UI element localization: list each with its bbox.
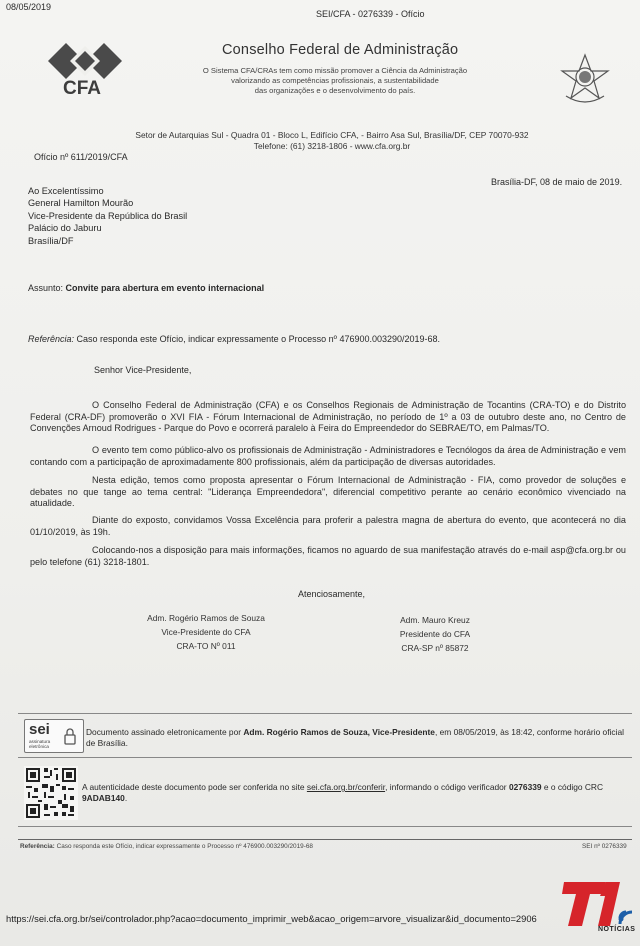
paragraph-text: Diante do exposto, convidamos Vossa Excelência para proferir a palestra magna de abertura do evento, que acontecerá no dia 01/10/2019, às 19h.	[30, 515, 626, 537]
subject-text: Convite para abertura em evento internacional	[65, 283, 265, 293]
signer-registration: CRA-SP nº 85872	[401, 643, 469, 653]
phone-line: Telefone: (61) 3218-1806 - www.cfa.org.br	[253, 141, 411, 151]
auth-prefix: A autenticidade deste documento pode ser conferida no site	[82, 782, 307, 792]
signer-block	[118, 611, 294, 653]
crc-code: 9ADAB140	[82, 793, 125, 803]
place-date: Brasília-DF, 08 de maio de 2019.	[491, 177, 623, 187]
authenticity-statement	[82, 782, 630, 804]
body-paragraph	[30, 445, 626, 468]
address-line: Setor de Autarquias Sul - Quadra 01 - Bloco L, Edifício CFA, - Bairro Asa Sul, Brasília/DF, CEP 70070-932	[135, 130, 529, 140]
body-paragraph	[30, 515, 626, 538]
sei-signature-logo	[24, 719, 84, 753]
divider	[18, 826, 632, 827]
closing: Atenciosamente,	[298, 589, 366, 599]
oficio-number: Ofício nº 611/2019/CFA	[34, 152, 128, 162]
reference-text: Caso responda este Ofício, indicar expressamente o Processo nº 476900.003290/2019-68.	[76, 334, 441, 344]
auth-mid: , informando o código verificador	[385, 782, 509, 792]
mission-line: valorizando as competências profissionais, a sustentabilidade	[231, 76, 439, 85]
signer-registration: CRA-TO Nº 011	[176, 641, 236, 651]
signer-block	[362, 613, 508, 655]
sei-logo-subtitle: assinatura eletrônica	[29, 739, 51, 749]
paragraph-text: O evento tem como público-alvo os profissionais de Administração - Administradores e Tecnólogos da área de Administração e vem contando com a participação de aproximadamente 800 profissionais, além da participação de diversas autoridades.	[30, 445, 626, 467]
signed-name: Adm. Rogério Ramos de Souza, Vice-Presidente	[243, 727, 435, 737]
signer-role: Presidente do CFA	[399, 629, 471, 639]
cfa-logo	[44, 40, 126, 102]
paragraph-text: Nesta edição, temos como proposta apresentar o Fórum Internacional de Administração - FIA, como provedor de soluções e debates no que tange ao tema central: "Liderança Empreendedora", diferencial competitivo perante ao cenário econômico vivenciado na atualidade.	[30, 475, 626, 509]
print-date: 08/05/2019	[6, 2, 52, 12]
divider	[18, 713, 632, 714]
mission-line: O Sistema CFA/CRAs tem como missão promover a Ciência da Administração	[202, 66, 468, 75]
qr-code-icon	[24, 766, 78, 820]
reference-label: Referência:	[28, 334, 75, 344]
subject-line	[28, 283, 264, 293]
body-paragraph	[30, 400, 626, 435]
divider	[18, 757, 632, 758]
body-paragraph	[30, 545, 626, 568]
footer-sei-number: SEI nº 0276339	[582, 843, 627, 850]
recipient-line: General Hamilton Mourão	[28, 198, 134, 209]
address-block	[118, 130, 546, 152]
auth-end: .	[124, 793, 128, 803]
recipient-line: Palácio do Jaburu	[28, 223, 102, 234]
footer-ref-label: Referência:	[20, 843, 55, 850]
print-url: https://sei.cfa.org.br/sei/controlador.php?acao=documento_imprimir_web&acao_origem=arvore_visualizar&id_documento=2906	[6, 913, 537, 924]
t1-subtitle: NOTÍCIAS	[598, 926, 636, 933]
divider	[18, 839, 632, 840]
sei-header: SEI/CFA - 0276339 - Ofício	[316, 9, 425, 19]
recipient-line: Brasília/DF	[28, 235, 74, 246]
recipient-line: Vice-Presidente da República do Brasil	[28, 210, 188, 221]
reference-line	[28, 334, 440, 344]
signer-name: Adm. Mauro Kreuz	[400, 615, 470, 625]
t1-noticias-watermark	[562, 878, 636, 938]
subject-label: Assunto:	[28, 283, 64, 293]
lock-icon	[63, 727, 77, 745]
signature-statement	[86, 727, 632, 749]
coat-of-arms-icon	[558, 52, 612, 106]
paragraph-text: O Conselho Federal de Administração (CFA) e os Conselhos Regionais de Administração de Tocantins (CRA-TO) e do Distrito Federal (CRA-DF) promoverão o XVI FIA - Fórum Internacional de Administração, no período de 1º a 03 de outubro deste ano, no Centro de Convenções Arnoud Rodrigues - Parque do Povo e ocorrerá paralelo à Feira do Empreendedor do SEBRAE/TO, em Palmas/TO.	[30, 400, 626, 434]
sei-logo-text: sei	[29, 721, 50, 738]
recipient-block	[28, 185, 328, 247]
mission-statement	[162, 66, 508, 96]
t1-brand-icon	[562, 878, 636, 928]
footer-reference	[20, 843, 313, 850]
signed-prefix: Documento assinado eletronicamente por	[86, 727, 244, 737]
verify-link[interactable]: sei.cfa.org.br/conferir	[306, 782, 386, 792]
verifier-code: 0276339	[508, 782, 542, 792]
salutation: Senhor Vice-Presidente,	[94, 365, 192, 375]
mission-line: das organizações e o desenvolvimento do país.	[254, 86, 416, 95]
recipient-line: Ao Excelentíssimo	[28, 186, 104, 196]
signer-name: Adm. Rogério Ramos de Souza	[147, 613, 265, 623]
signed-suffix: , em 08/05/2019, às 18:42, conforme horário oficial de Brasília.	[86, 727, 624, 748]
paragraph-text: Colocando-nos a disposição para mais informações, ficamos no aguardo de sua manifestação através do e-mail asp@cfa.org.br ou pelo telefone (61) 3218-1801.	[30, 545, 626, 567]
org-name: Conselho Federal de Administração	[222, 42, 459, 58]
body-paragraph	[30, 475, 626, 510]
auth-crc-label: e o código CRC	[541, 782, 603, 792]
signer-role: Vice-Presidente do CFA	[161, 627, 251, 637]
cfa-logo-text: CFA	[63, 78, 101, 99]
footer-ref-text: Caso responda este Ofício, indicar expressamente o Processo nº 476900.003290/2019-68	[54, 843, 313, 850]
